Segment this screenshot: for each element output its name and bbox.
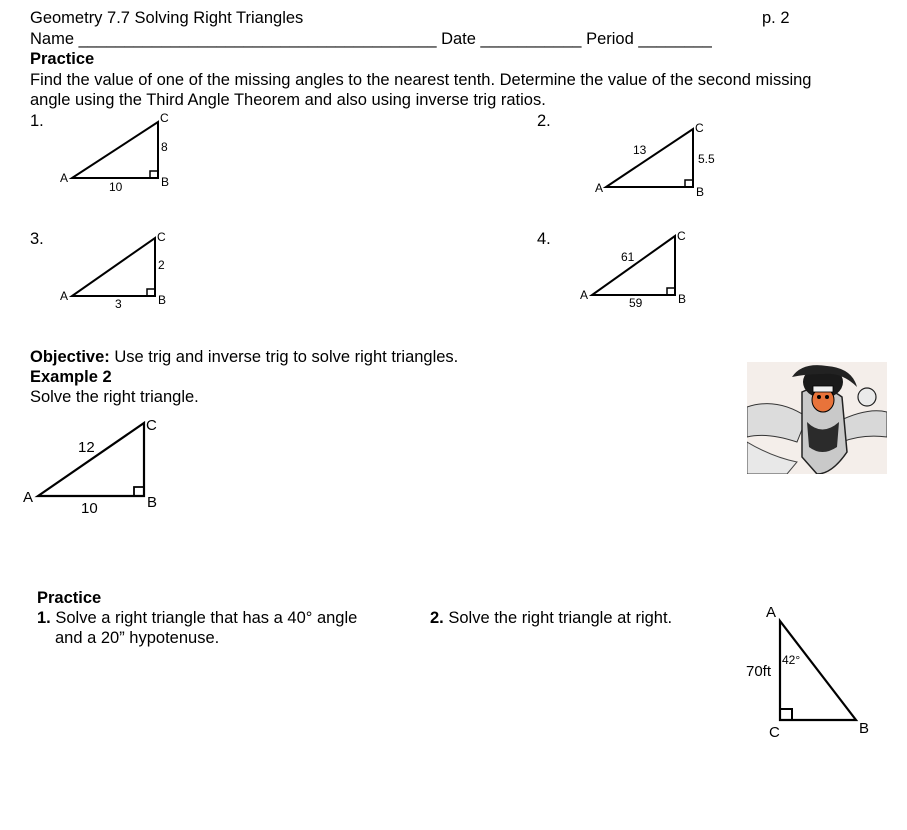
superhero-illustration [747, 362, 887, 474]
side-ab-label: 10 [81, 500, 98, 517]
vertex-a-label: A [766, 604, 777, 621]
angle-a-label: 42° [782, 653, 801, 667]
triangle-3 [60, 230, 166, 311]
vertex-b-label: B [161, 175, 170, 189]
practice-2-heading: Practice [37, 589, 102, 607]
problem-4-number: 4. [537, 230, 551, 248]
triangle-2 [595, 121, 715, 199]
vertex-c-label: C [695, 121, 704, 135]
page-number: p. 2 [762, 9, 790, 27]
question-2-number: 2. [430, 609, 444, 627]
instructions-line-1: Find the value of one of the missing angles to the nearest tenth. Determine the value of the second missing [30, 71, 812, 89]
vertex-a-label: A [60, 289, 69, 303]
side-bc-label: 5.5 [698, 152, 715, 166]
question-1-text: Solve a right triangle that has a 40° angle [50, 609, 358, 627]
date-label: Date [441, 30, 476, 48]
problem-1-number: 1. [30, 112, 44, 130]
triangle-1 [60, 111, 169, 194]
vertex-c-label: C [677, 229, 686, 243]
side-ac-label: 61 [621, 250, 635, 264]
objective-text: Use trig and inverse trig to solve right triangles. [109, 348, 459, 366]
period-label: Period [586, 30, 634, 48]
objective-label: Objective: [30, 348, 110, 366]
vertex-a-label: A [580, 288, 589, 302]
vertex-c-label: C [769, 724, 780, 741]
vertex-a-label: A [60, 171, 69, 185]
instructions-line-2: angle using the Third Angle Theorem and also using inverse trig ratios. [30, 91, 546, 109]
example-heading: Example 2 [30, 368, 112, 386]
vertex-c-label: C [146, 417, 157, 434]
vertex-a-label: A [23, 489, 34, 506]
question-2-text: Solve the right triangle at right. [443, 609, 673, 627]
practice-heading: Practice [30, 50, 95, 68]
side-ac-label: 12 [78, 439, 95, 456]
side-ab-label: 59 [629, 296, 643, 310]
vertex-c-label: C [160, 111, 169, 125]
vertex-b-label: B [859, 720, 870, 737]
date-blank[interactable]: ___________ [480, 30, 582, 48]
vertex-b-label: B [678, 292, 687, 306]
practice-2-question-2 [430, 608, 672, 628]
worksheet-title: Geometry 7.7 Solving Right Triangles [30, 9, 304, 27]
side-ac-label: 13 [633, 143, 647, 157]
problem-3-number: 3. [30, 230, 44, 248]
practice-2-question-1-cont: and a 20” hypotenuse. [55, 629, 220, 647]
side-ab-label: 10 [109, 180, 123, 194]
practice-triangle [746, 604, 869, 741]
side-bc-label: 8 [161, 140, 168, 154]
superhero-image [747, 362, 887, 474]
vertex-b-label: B [158, 293, 167, 307]
vertex-b-label: B [147, 494, 158, 511]
name-label: Name [30, 30, 75, 48]
name-blank[interactable]: _______________________________________ [78, 30, 437, 48]
vertex-a-label: A [595, 181, 604, 195]
vertex-c-label: C [157, 230, 166, 244]
triangle-4 [580, 229, 686, 310]
side-ac-label: 70ft [746, 663, 772, 680]
vertex-b-label: B [696, 185, 705, 199]
example-triangle [23, 417, 157, 517]
practice-2-question-1 [37, 608, 357, 628]
question-1-number: 1. [37, 609, 51, 627]
side-ab-label: 3 [115, 297, 122, 311]
objective [30, 347, 458, 367]
example-instruction: Solve the right triangle. [30, 388, 199, 406]
period-blank[interactable]: ________ [638, 30, 712, 48]
problem-2-number: 2. [537, 112, 551, 130]
side-bc-label: 2 [158, 258, 165, 272]
